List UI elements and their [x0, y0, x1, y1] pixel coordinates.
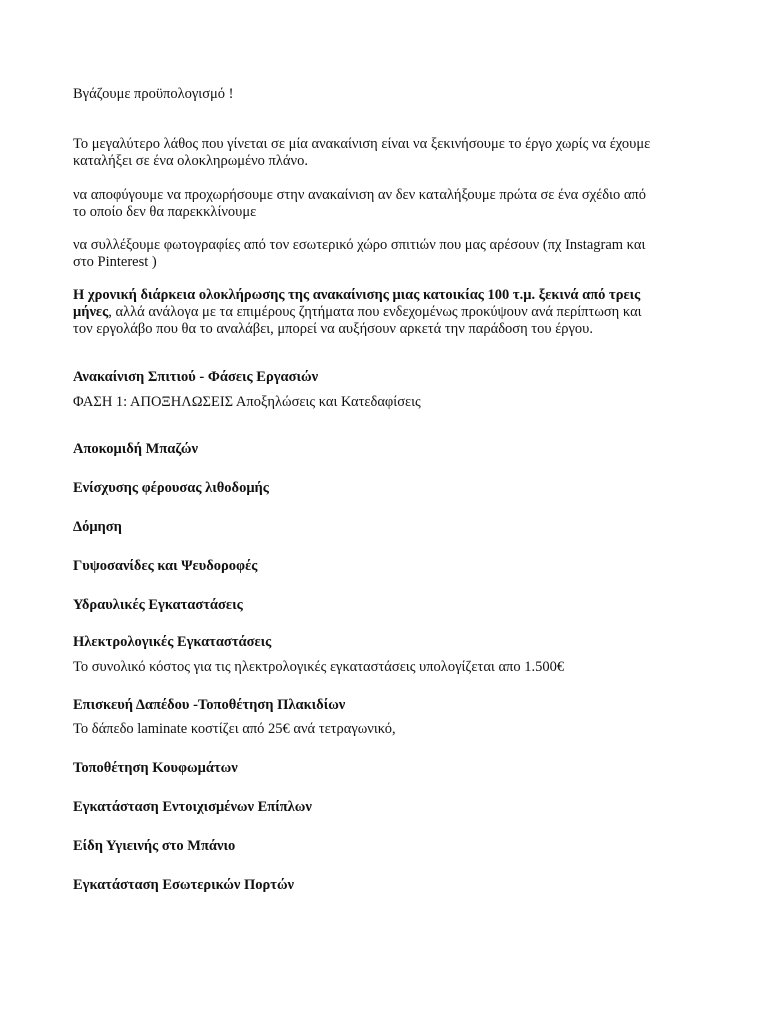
heading-construction: Δόμηση: [73, 519, 122, 535]
duration-months-bold: μήνες: [73, 304, 109, 320]
paragraph-mistake-line2: καταλήξει σε ένα ολοκληρωμένο πλάνο.: [73, 153, 308, 169]
heading-debris-removal: Αποκομιδή Μπαζών: [73, 441, 198, 457]
duration-rest-text: , αλλά ανάλογα με τα επιμέρους ζητήματα που ενδεχομένως προκύψουν ανά περίπτωση και: [108, 304, 642, 320]
paragraph-plan-line2: το οποίο δεν θα παρεκκλίνουμε: [73, 204, 257, 220]
heading-electrical: Ηλεκτρολογικές Εγκαταστάσεις: [73, 634, 272, 650]
phase-1-text: ΦΑΣΗ 1: ΑΠΟΞΗΛΩΣΕΙΣ Αποξηλώσεις και Κατεδαφίσεις: [73, 394, 421, 410]
intro-text: Βγάζουμε προϋπολογισμό !: [73, 86, 234, 102]
heading-window-frames: Τοποθέτηση Κουφωμάτων: [73, 760, 238, 776]
heading-bathroom-sanitary: Είδη Υγιεινής στο Μπάνιο: [73, 838, 236, 854]
paragraph-mistake-line1: Το μεγαλύτερο λάθος που γίνεται σε μία ανακαίνιση είναι να ξεκινήσουμε το έργο χωρίς να έχουμε: [73, 136, 651, 152]
heading-floor-tiles: Επισκευή Δαπέδου -Τοποθέτηση Πλακιδίων: [73, 697, 346, 713]
paragraph-duration-line1: Η χρονική διάρκεια ολοκλήρωσης της ανακαίνισης μιας κατοικίας 100 τ.μ. ξεκινά από τρεις: [73, 287, 641, 303]
electrical-cost-text: Το συνολικό κόστος για τις ηλεκτρολογικές εγκαταστάσεις υπολογίζεται απο 1.500€: [73, 659, 565, 675]
paragraph-duration-line2: [73, 304, 642, 321]
floor-cost-text: Το δάπεδο laminate κοστίζει από 25€ ανά τετραγωνικό,: [73, 721, 396, 737]
paragraph-photos-line1: να συλλέξουμε φωτογραφίες από τον εσωτερικό χώρο σπιτιών που μας αρέσουν (πχ Instagram και: [73, 237, 646, 253]
heading-masonry-reinforcement: Ενίσχυσης φέρουσας λιθοδομής: [73, 480, 269, 496]
paragraph-duration-line3: τον εργολάβο που θα το αναλάβει, μπορεί να αυξήσουν αρκετά την παράδοση του έργου.: [73, 321, 593, 337]
section-title: Ανακαίνιση Σπιτιού - Φάσεις Εργασιών: [73, 369, 319, 385]
paragraph-plan-line1: να αποφύγουμε να προχωρήσουμε στην ανακαίνιση αν δεν καταλήξουμε πρώτα σε ένα σχέδιο από: [73, 187, 647, 203]
paragraph-photos-line2: στο Pinterest ): [73, 254, 157, 270]
heading-interior-doors: Εγκατάσταση Εσωτερικών Πορτών: [73, 877, 295, 893]
heading-built-in-furniture: Εγκατάσταση Εντοιχισμένων Επίπλων: [73, 799, 312, 815]
heading-drywall-ceilings: Γυψοσανίδες και Ψευδοροφές: [73, 558, 258, 574]
heading-plumbing: Υδραυλικές Εγκαταστάσεις: [73, 597, 243, 613]
